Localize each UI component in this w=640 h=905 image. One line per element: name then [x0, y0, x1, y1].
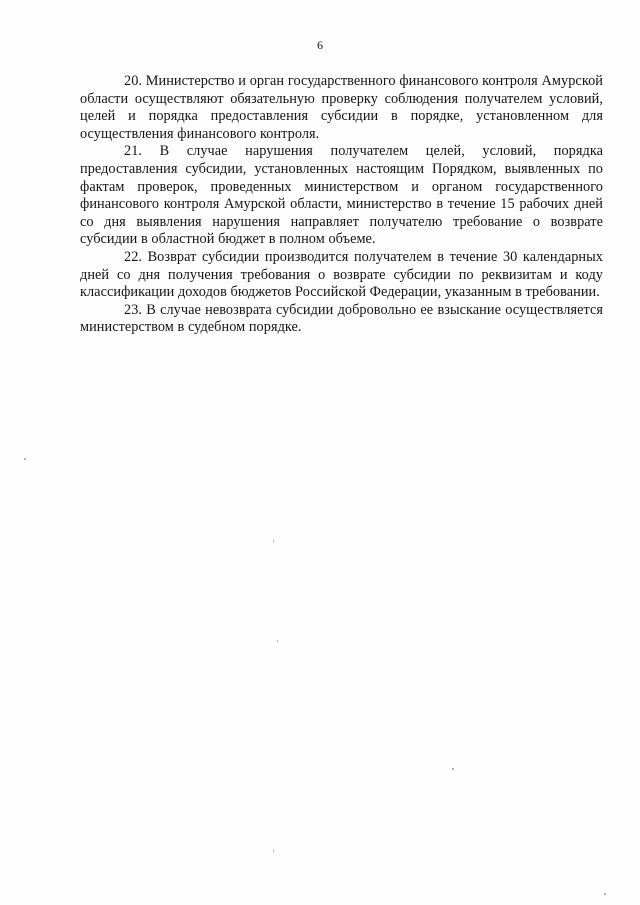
- scan-speck: [273, 850, 274, 852]
- paragraph-21: 21. В случае нарушения получателем целей, условий, порядка предоставления субсидии, установленных настоящим Порядком, выявленных по фактам проверок, проведенных министерством и органом государственного финансового контроля Амурской области, министерство в течение 15 рабочих дней со дня выявления нарушения направляет получателю требование о возврате субсидии в областной бюджет в полном объеме.: [80, 143, 603, 248]
- page-number: 6: [317, 38, 323, 52]
- paragraph-23: 23. В случае невозврата субсидии добровольно ее взыскание осуществляется министерством в судебном порядке.: [80, 301, 603, 336]
- scan-speck: [24, 458, 26, 460]
- scan-speck: [452, 768, 454, 770]
- scan-speck: [604, 893, 606, 895]
- scan-speck: [277, 640, 278, 642]
- scan-speck: [273, 540, 274, 542]
- paragraph-22: 22. Возврат субсидии производится получателем в течение 30 календарных дней со дня получения требования о возврате субсидии по реквизитам и коду классификации доходов бюджетов Российской Федерации, указанным в требовании.: [80, 248, 603, 301]
- paragraph-20: 20. Министерство и орган государственного финансового контроля Амурской области осуществляют обязательную проверку соблюдения получателем условий, целей и порядка предоставления субсидии в порядке, установленном для осуществления финансового контроля.: [80, 73, 603, 142]
- document-body: [80, 73, 603, 337]
